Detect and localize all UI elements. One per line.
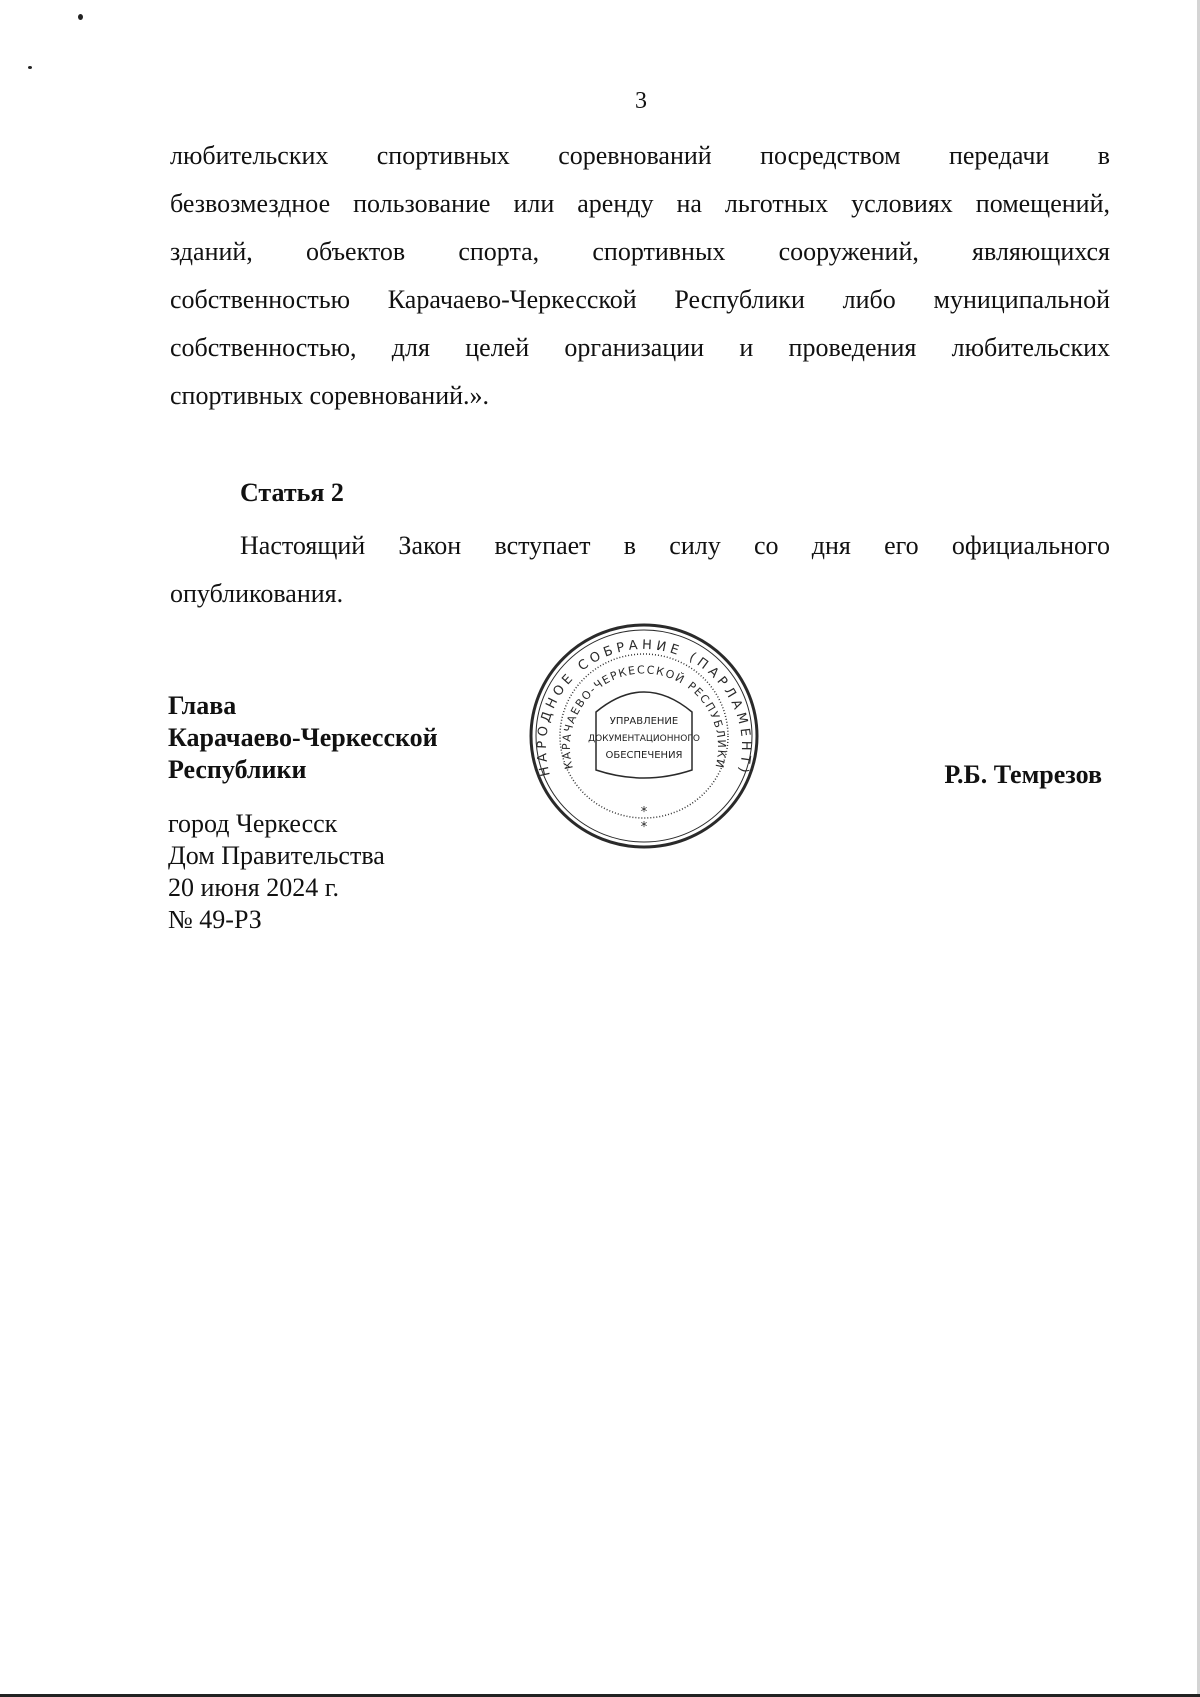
body-line: собственностью, для целей организации и проведения любительских	[170, 333, 1110, 362]
date: 20 июня 2024 г.	[168, 873, 339, 902]
body-line: безвозмездное пользование или аренду на льготных условиях помещений,	[170, 189, 1110, 218]
signatory-name: Р.Б. Темрезов	[944, 760, 1102, 789]
body-line: собственностью Карачаево-Черкесской Республики либо муниципальной	[170, 285, 1110, 314]
seal-outer-ring-text: НАРОДНОЕ СОБРАНИЕ (ПАРЛАМЕНТ)	[534, 637, 754, 778]
seal-center-line: ДОКУМЕНТАЦИОННОГО	[588, 734, 700, 744]
signatory-position-line: Глава	[168, 691, 237, 720]
article-paragraph	[170, 522, 1110, 618]
article-line: опубликования.	[170, 579, 344, 608]
body-line: зданий, объектов спорта, спортивных сооружений, являющихся	[170, 237, 1110, 266]
city: город Черкесск	[168, 809, 338, 838]
seal-star-icon: *	[640, 805, 648, 820]
signatory-position-line: Республики	[168, 755, 307, 784]
official-seal	[526, 620, 762, 850]
seal-center-line: УПРАВЛЕНИЕ	[609, 716, 679, 727]
seal-inner-ring-text: КАРАЧАЕВО-ЧЕРКЕССКОЙ РЕСПУБЛИКИ	[559, 663, 729, 771]
seal-star-icon: *	[640, 820, 648, 835]
building: Дом Правительства	[168, 841, 385, 870]
body-paragraph	[170, 132, 1110, 420]
law-number: № 49-РЗ	[168, 905, 262, 934]
scan-speck	[28, 66, 32, 69]
article-heading: Статья 2	[240, 478, 344, 507]
body-line: спортивных соревнований.».	[170, 381, 490, 410]
page-number: 3	[635, 88, 647, 114]
place-and-date	[168, 808, 385, 936]
article-line: Настоящий Закон вступает в силу со дня его официального	[240, 531, 1110, 560]
signatory-position-line: Карачаево-Черкесской	[168, 723, 438, 752]
scan-speck	[78, 14, 83, 20]
body-line: любительских спортивных соревнований посредством передачи в	[170, 141, 1110, 170]
seal-center-line: ОБЕСПЕЧЕНИЯ	[605, 750, 683, 761]
signatory-position	[168, 690, 438, 786]
